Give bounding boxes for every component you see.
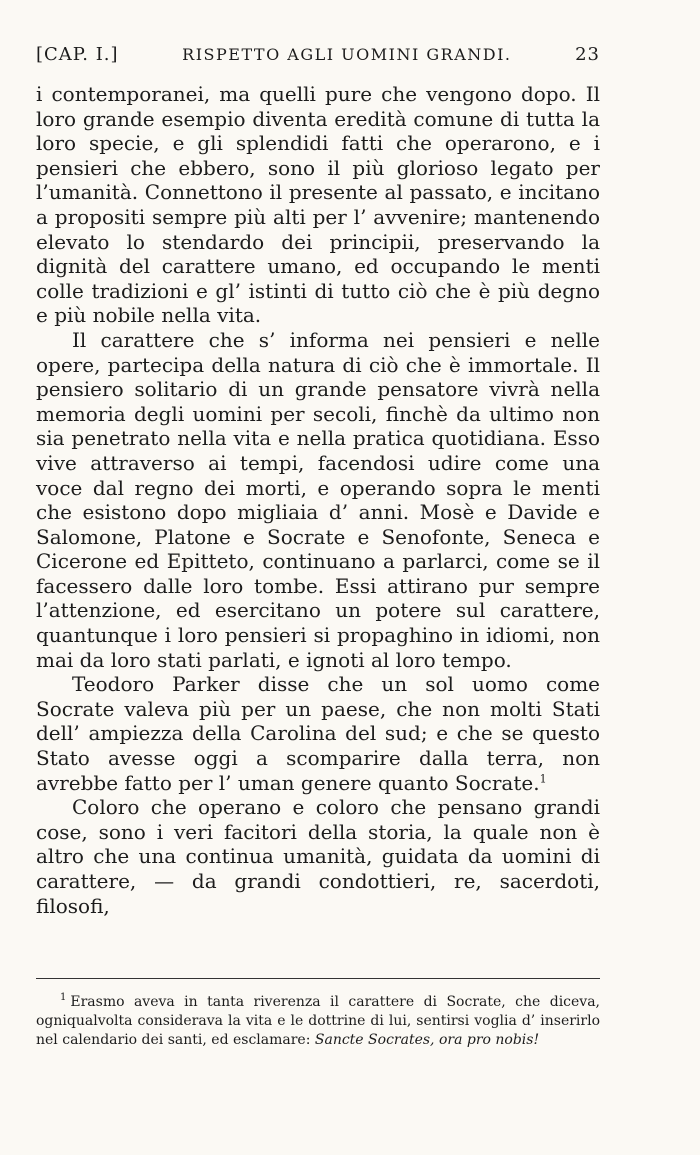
footnote-text: Erasmo aveva in tanta riverenza il carattere di Socrate, che diceva, ogniqualvolta considerava la vita e le dottrine di lui, sentirsi voglia d’ inserirlo nel calendario dei santi, ed esclamare:	[36, 994, 600, 1048]
running-head	[36, 44, 600, 70]
paragraph-2: Il carattere che s’ informa nei pensieri e nelle opere, partecipa della natura di ciò che è immortale. Il pensiero solitario di un grande pensatore vivrà nella memoria degli uomini per secoli, finchè da ultimo non sia penetrato nella vita e nella pratica quotidiana. Esso vive attraverso ai tempi, facendosi udire come una voce dal regno dei morti, e operando sopra le menti che esistono dopo migliaia d’ anni. Mosè e Davide e Salomone, Platone e Socrate e Senofonte, Seneca e Cicerone ed Epitteto, continuano a parlarci, come se il facessero dalle loro tombe. Essi attirano pur sempre l’attenzione, ed esercitano un potere sul carattere, quantunque i loro pensieri si propaghino in idiomi, non mai da loro stati parlati, e ignoti al loro tempo.	[36, 327, 600, 672]
page-content	[36, 44, 600, 918]
footnote-divider	[36, 978, 600, 979]
body-text	[36, 82, 600, 918]
footnote-mark: 1	[60, 992, 67, 1004]
chapter-label: [CAP. I.]	[36, 44, 119, 65]
paragraph-3-text: Teodoro Parker disse che un sol uomo come Socrate valeva più per un paese, che non molti Stati dell’ ampiezza della Carolina del sud; e che se questo Stato avesse oggi a scomparire dalla terra, non avrebbe fatto per l’ uman genere quanto Socrate.	[36, 672, 600, 795]
paragraph-1: i contemporanei, ma quelli pure che vengono dopo. Il loro grande esempio diventa eredità comune di tutta la loro specie, e gli splendidi fatti che operarono, e i pensieri che ebbero, sono il più glorioso legato per l’umanità. Connettono il presente al passato, e incitano a propositi sempre più alti per l’ avvenire; mantenendo elevato lo stendardo dei principii, preservando la dignità del carattere umano, ed occupando le menti colle tradizioni e gl’ istinti di tutto ciò che è più degno e più nobile nella vita.	[36, 82, 600, 328]
footnote	[36, 993, 600, 1050]
running-title: RISPETTO AGLI UOMINI GRANDI.	[182, 45, 512, 64]
footnote-reference[interactable]: 1	[539, 771, 547, 785]
paragraph-4: Coloro che operano e coloro che pensano grandi cose, sono i veri facitori della storia, la quale non è altro che una continua umanità, guidata da uomini di carattere, — da grandi condottieri, re, sacerdoti, filosofi,	[36, 795, 600, 918]
paragraph-3	[36, 672, 600, 795]
page-number: 23	[575, 44, 600, 65]
footnote-italic-quote: Sancte Socrates, ora pro nobis!	[314, 1032, 540, 1048]
